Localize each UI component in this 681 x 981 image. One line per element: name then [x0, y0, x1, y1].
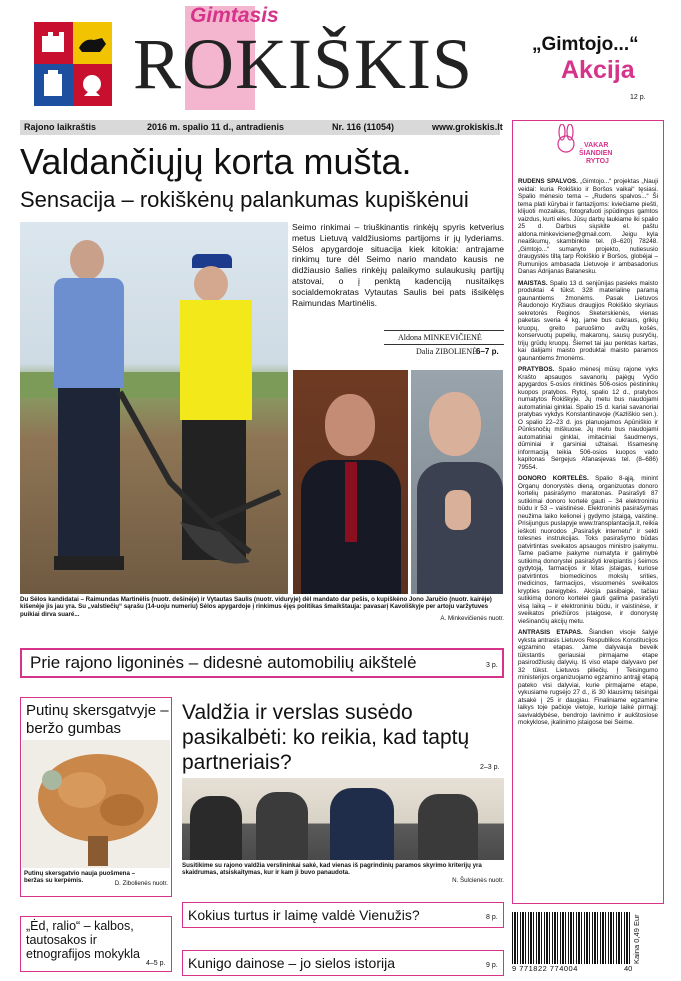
barcode-issue-digits: 40 [624, 964, 633, 973]
left-story-caption: Putinų skersgatvio nauja puošmena – beržas su kerpėmis. [24, 870, 136, 885]
sidebar-content [518, 178, 658, 727]
mid-story-pages: 2–3 p. [480, 764, 500, 771]
lead-subheadline: Sensacija – rokiškėnų palankumas kupiškėnui [20, 187, 469, 212]
banner-hospital-parking-page: 3 p. [486, 662, 498, 669]
sidebar-item: PRATYBOS. Spalio mėnesį mūsų rajone vyks Krašto apsaugos savanorių pajėgų Vyčio apygardos 5-osios rinktinės 506-osios pėstininkų kuopos pratybos. Rytoj, spalio 12 d., pratybos numatytos Rokiškyje. Jų metu bus naudojami automatiniai ginklai. Spalio 15 d. kariai savanoriai pratybas vykdys Konstantinavoje (Kazliškio sen.). O spalio 22–23 d. jos planuojamos Apūniškio ir Pūnksnočių miškuose. Jų metu bus naudojami automatiniai ginklai, imitaciniai šaudmenys, dūminiai ir garsiniai užtaisai. Išsamesnę informaciją teikia 506-osios kuopos vado kapitonas Sergejus Afanasjevas tel. (8–686) 79554. [518, 366, 659, 471]
lead-photo-plough [20, 222, 288, 594]
plough-icon [100, 372, 288, 582]
sidebar-item: RUDENS SPALVOS. „Gimtojo...“ projektas „Nauji veidai: kuria Rokiškio ir Boršos vaikai“ tęsiasi. Spalio mėnesio tema – „Rudens spalvos...“ Ši tema plati kūrybai ir fantazijoms: kviečiame piešti, klijuoti mozaikas, fotografuoti įspūdingus gamtos vaizdus, kurti eiles. Jūsų darbų laukiame iki spalio 25 d. Darbus siųskite el. paštu aldona.minkeviciene@gmail.com. Jeigu kyla neaiškumų, skambinkite tel. (8–620) 78248. „Gimtojo...“ sumanyto projekto, nutiesusio draugystės tiltą tarp Rokiškio ir Boršos, globėjai – Rumunijos ambasada Lietuvoje ir ambasadorius Danas Adrijanas Balanesku. [518, 178, 658, 275]
photo-business-meeting [182, 778, 504, 860]
sidebar-item: ANTRASIS ETAPAS. Šiandien visoje šalyje vyksta antrasis Lietuvos Respublikos Konstitucijos egzamino etapas. Jame dalyvauja beveik tūkstantis geriausiai pirmajame etape pasirodžiusių dalyvių. Iš viso etape dalyvavo per 32 tūkst. Lietuvos piliečių. Į Teisingumo ministerijos organizuojamo egzamino antrąjį etapą pateko visi dalyviai, kurie pirmajame etape, vykusiame rugsėjo 27 d., iš 30 klausimų teisingai atsakė į 25 ir daugiau. Finaliniame egzamine laikys toje pačioje vietoje, kurioje laikė pirmąjį: savivaldybėse, bendrojo lavinimo ir aukštosiose mokyklose, įkalinimo įstaigose bei Seime. [518, 629, 659, 726]
lead-caption: Du Sėlos kandidatai – Raimundas Martinėlis (nuotr. dešinėje) ir Vytautas Saulis (nuotr. viduryje) dėl mandato dar pešis, o kupiškėno Jono Jaručio (nuotr. kairėje) kišenėje jis jau yra. Su „valstiečių“ sąrašu (14-uoju numeriu) Sėlos apygardoje į rinkimus ėjęs politikas šmaikštauja: pavasarį Kavoliškyje per artoju varžytuves puikiai dirva suaré... [20, 596, 492, 618]
promo-action: Akcija [561, 56, 635, 84]
promo-title: „Gimtojo...“ [532, 34, 639, 55]
sidebar-item: DONORO KORTELĖS. Spalio 8-ąją, minint Organų donorystės dieną, organizuotas donoro kortelių pasirašymo maratonas. Pasirašyti 87 sutikimai donoro kortelė gauti – 34 elektroniniu būdu ir 53 – vaistinėse. Elektroninis pasirašymas neužima laiko kelionei į gydymo įstaigą, vaistinę. Prisijungus puslapyje www.transplantacija.lt, reikia ieškoti nuorodos „Pasirašyk internetu“ ir sekti tolesnes instrukcijas. Toks pasirašymo būdas patvirtintas sveikatos apsaugos ministro įsakymu. Tame pačiame įsakyme numatyta ir galimybė sutikimą donorystei pasirašyti kreipiantis į šeimos gydytoją, farmacijos ir kitas įstaigas, kuriose patvirtintos biomedicinos mokslų srities, medicinos, farmacijos, visuomenės sveikatos krypties pareigybės. Akcija pasibaigė, tačiau sutikimą donoro kortelei gauti galima pasirašyti visą laiką – ir elektroniniu būdu, ir vaistinėse, ir sveikatos priežiūros įstaigose, ir donorystę viešinančių akcijų metu. [518, 475, 658, 625]
sidebar-header-tomorrow: RYTOJ [586, 158, 609, 165]
mid-story-caption: Susitikime su rajono valdžia verslininkai sakė, kad vienas iš pagrindinių paramos skyrimo kriterijų yra skaidrumas, atsiskaitymas, kur ir kam ji buvo panaudota. [182, 862, 482, 877]
rabbit-icon [552, 124, 580, 154]
bottom-left-page: 4–5 p. [146, 960, 166, 967]
barcode-digits: 9 771822 774004 [512, 964, 630, 973]
photo-birch-burl [22, 740, 170, 868]
photo-saulis [293, 370, 408, 594]
photo-martinelis [411, 370, 503, 594]
coat-of-arms [34, 22, 112, 106]
info-date: 2016 m. spalio 11 d., antradienis [147, 122, 285, 132]
sidebar-header-today: ŠIANDIEN [579, 150, 613, 157]
left-story-credit: D. Zibolienės nuotr. [114, 880, 168, 887]
lead-credit: A. Minkevičienės nuotr. [440, 615, 504, 622]
lead-author-1: Aldona MINKEVIČIENĖ [398, 333, 482, 342]
left-story-title[interactable]: Putinų skersgatvyje – beržo gumbas [26, 702, 169, 737]
birch-burl-icon [22, 740, 170, 868]
mid-story-credit: N. Šulcienės nuotr. [452, 877, 504, 884]
bottom-mid2-text: Kunigo dainose – jo sielos istorija [188, 955, 396, 971]
lead-body: Seimo rinkimai – triuškinantis rinkėjų spyris ketverius metus Lietuvą valdžiusioms partijoms ir jų lyderiams. Sėlos apygardoje situacija kiek kitokia: antrajame rinkimų ture dėl Seimo nario mandato kausis ne didžiausio šalies rinkėjų palaikymo sulaukusių partijų atstovai, o į penktą kadenciją nusitaikęs socialdemokratas Vytautas Saulis bei pats išsikėlęs Raimundas Martinėlis. [292, 222, 504, 308]
bottom-mid1-text: Kokius turtus ir laimę valdė Vienužis? [188, 907, 420, 923]
bottom-mid1-page: 8 p. [486, 914, 498, 921]
price: Kaina 0,49 Eur [632, 914, 641, 964]
lead-author-2: Dalia ZIBOLIENĖ [416, 347, 478, 356]
lead-pages: 6–7 p. [476, 347, 499, 356]
bottom-mid2-page: 9 p. [486, 962, 498, 969]
coat-of-arms-icon [34, 22, 112, 106]
info-site[interactable]: www.grokiskis.lt [432, 122, 503, 132]
logo-title: ROKIŠKIS [133, 24, 474, 104]
sidebar-item: MAISTAS. Spalio 13 d. senjūnijas pasieks maisto produktai 4 tūkst. 328 materialinę paramą gaunantiems žmonėms. Pasak Lietuvos Raudonojo Kryžiaus draugijos Rokiškio skyriaus sekretorės Reginos Sketerskienės, vienas paketas sveria 4 kg, jame bus cukraus, grikių kruopų, greito paruošimo avižų košės, konservuotų pupelių, makaronų, sausų pusryčių, trijų grūdų kruopų. Šiemet tai jau penktas kartas, kai dalijami maisto produktai maisto paramos gaunantiems žmonėms. [518, 279, 658, 362]
logo-subtitle: Gimtasis [190, 4, 279, 27]
bottom-left-title: „Ėd, ralio“ – kalbos, tautosakos ir etnografijos mokykla [26, 919, 140, 961]
barcode [512, 912, 630, 964]
promo-page: 12 p. [630, 94, 646, 101]
info-weekly: Rajono laikraštis [24, 122, 97, 132]
info-issue: Nr. 116 (11054) [332, 122, 395, 132]
banner-hospital-parking-text: Prie rajono ligoninės – didesnė automobilių aikštelė [30, 653, 417, 672]
mid-story-title[interactable]: Valdžia ir verslas susėdo pasikalbėti: ko reikia, kad taptų partneriais? [182, 701, 470, 774]
lead-headline: Valdančiųjų korta mušta. [20, 141, 412, 182]
sidebar-header-yesterday: VAKAR [584, 142, 609, 149]
